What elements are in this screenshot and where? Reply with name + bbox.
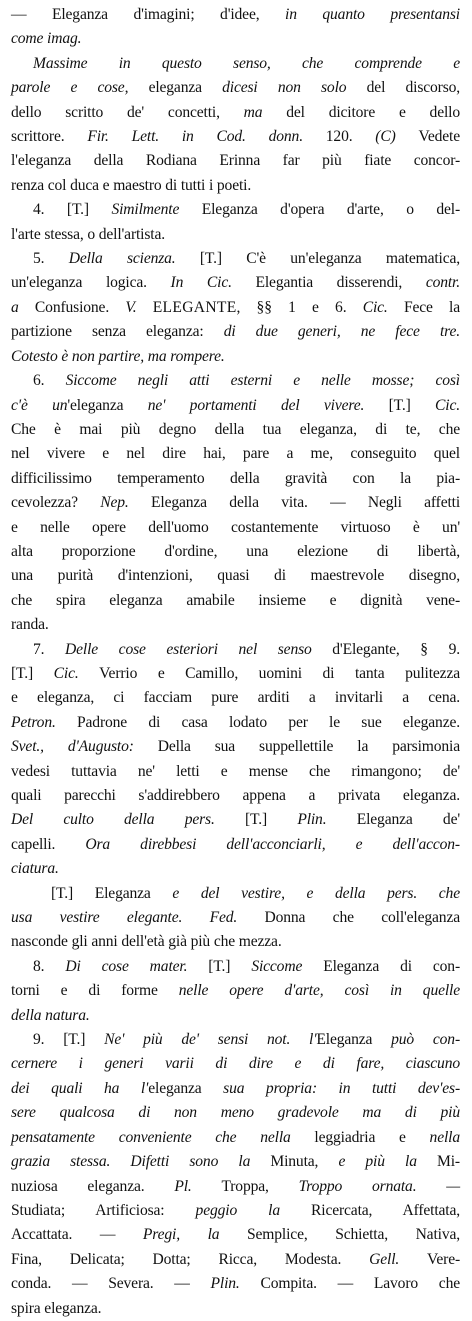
text-segment: a [11, 298, 35, 316]
text-segment: Plin. [210, 1275, 261, 1293]
text-line [11, 1126, 460, 1150]
text-line [11, 1150, 460, 1174]
text-line [11, 516, 460, 540]
text-segment: nel vivere e nel dire hai, pare a me, conseguito quel [11, 445, 460, 463]
text-line [11, 320, 460, 344]
text-segment: nelle opere d'arte, così in quelle [178, 982, 461, 1000]
text-segment: una purità d'intenzioni, quasi di maestrevole disegno, [11, 567, 460, 585]
text-line [11, 1248, 460, 1272]
text-line [11, 857, 460, 881]
text-segment: dei quali ha l' [11, 1079, 149, 1097]
text-line [11, 149, 460, 173]
text-segment: 7. [33, 640, 66, 658]
text-line [11, 808, 460, 832]
text-line [11, 1101, 460, 1125]
text-segment: Donna che coll'eleganza [264, 909, 460, 927]
text-line [11, 711, 460, 735]
text-segment: pensatamente conveniente che nella [11, 1128, 315, 1146]
text-line [11, 613, 460, 637]
text-line [11, 76, 460, 100]
text-segment: [T.] [244, 811, 298, 829]
text-segment: — Eleganza d'imagini; d'idee, [11, 6, 286, 23]
text-segment: 4. [T.] [33, 201, 112, 219]
text-segment: usa vestire elegante. [11, 909, 210, 927]
text-line [11, 27, 460, 51]
text-segment: conda. — Severa. — [11, 1275, 211, 1293]
text-segment: nasconde gli anni dell'età già più che mezza. [11, 933, 282, 951]
text-segment: e nelle opere dell'uomo costantemente virtuoso è un' [11, 518, 460, 536]
text-line [11, 223, 460, 247]
text-line [11, 101, 460, 125]
text-line [11, 1297, 460, 1321]
text-segment: Svet., d'Augusto: [11, 738, 158, 756]
text-segment: Cic. [435, 396, 460, 414]
text-line [11, 394, 460, 418]
text-segment: ELEGANTE [152, 298, 237, 316]
text-segment: Ricercata, Affettata, [311, 1201, 460, 1219]
text-segment: può con- [391, 1031, 460, 1049]
text-segment: [T.] [11, 664, 54, 682]
text-segment: 6. [33, 372, 66, 390]
text-segment: Accattata. — [11, 1226, 143, 1244]
text-segment: di due generi, ne fece tre. [223, 323, 461, 341]
text-segment: Delle cose esteriori nel senso [65, 640, 333, 658]
text-segment: Della scienza. [68, 250, 200, 268]
text-segment: vedesi tuttavia ne' letti e mense che rimangono; de' [11, 762, 460, 780]
text-line [11, 564, 460, 588]
text-segment: e più la [338, 1153, 438, 1171]
text-segment: Semplice, Schietta, Nativa, [247, 1226, 460, 1244]
text-segment: c'è un [11, 396, 68, 414]
text-segment: Che è mai più degno della tua eleganza, di te, che [11, 420, 460, 438]
text-segment: Troppo ornata. — [298, 1177, 460, 1195]
text-line [11, 638, 460, 662]
text-segment: Fir. Lett. in Cod. donn. [87, 128, 326, 146]
text-line [11, 540, 460, 564]
text-segment: (C) [375, 128, 419, 146]
text-segment: scrittore. [11, 128, 88, 146]
text-segment: spira eleganza. [11, 1299, 102, 1317]
text-segment: Mi- [437, 1153, 460, 1171]
text-segment: 120. [325, 128, 376, 146]
text-segment: Fed. [209, 909, 265, 927]
text-segment: un'eleganza logica. [11, 274, 171, 292]
text-segment: leggiadria e [314, 1128, 430, 1146]
text-line [11, 1028, 460, 1052]
text-segment: Nep. [100, 494, 152, 512]
text-line [11, 345, 460, 369]
text-segment: 8. [33, 957, 66, 975]
text-line [11, 979, 460, 1003]
text-segment: Vedete [418, 128, 460, 146]
text-segment: contr. [425, 274, 460, 292]
text-line [11, 247, 460, 271]
text-segment: ma [243, 103, 287, 121]
text-segment: renza col duca e maestro di tutti i poeti. [11, 176, 252, 194]
text-segment: della natura. [11, 1006, 90, 1024]
text-segment: In Cic. [170, 274, 256, 292]
text-segment: quali parecchi s'addirebbero appena a privata eleganza. [11, 787, 460, 804]
text-line [11, 1175, 460, 1199]
text-segment: peggio la [195, 1201, 312, 1219]
text-segment: Ne' più de' sensi not. l' [104, 1031, 317, 1049]
text-segment: 9. [T.] [33, 1031, 105, 1049]
text-segment: eleganza [148, 1079, 224, 1097]
text-segment: Massime in questo senso, che comprende e [33, 54, 460, 72]
text-line [11, 833, 460, 857]
text-line [11, 1223, 460, 1247]
text-segment: Compita. — Lavoro che [260, 1275, 460, 1293]
text-line [11, 1004, 460, 1028]
text-line [11, 930, 460, 954]
text-segment: ne' portamenti del vivere. [147, 396, 389, 414]
text-segment: 5. [33, 250, 69, 268]
text-segment: Siccome negli atti esterni e nelle mosse; così [65, 372, 460, 390]
text-segment: parole e cose, [11, 79, 149, 97]
text-line [11, 491, 460, 515]
text-segment: Di cose mater. [65, 957, 209, 975]
text-segment: Troppa, [221, 1177, 299, 1195]
text-segment: Similmente [111, 201, 202, 219]
text-segment: l'arte stessa, o dell'artista. [11, 225, 165, 243]
text-segment: alta proporzione d'ordine, una elezione di libertà, [11, 542, 460, 560]
text-line [11, 442, 460, 466]
text-line [11, 1272, 460, 1296]
text-line [11, 882, 460, 906]
text-segment: Elegantia disserendi, [255, 274, 426, 292]
text-segment: Siccome [251, 957, 324, 975]
text-segment: sere qualcosa di non meno gradevole ma di più [11, 1104, 460, 1122]
text-line [11, 906, 460, 930]
text-segment: partizione senza eleganza: [11, 323, 224, 341]
text-segment: Plin. [297, 811, 357, 829]
text-segment: Cic. [53, 664, 100, 682]
entry-text [11, 3, 460, 1321]
text-line [11, 784, 460, 808]
text-segment: come imag. [11, 30, 82, 48]
text-segment: [T.] [388, 396, 436, 414]
text-segment: [T.] C'è un'eleganza matematica, [199, 250, 460, 268]
text-segment: grazia stessa. Difetti sono la [11, 1153, 271, 1171]
text-line [11, 1199, 460, 1223]
text-line [11, 1052, 460, 1076]
text-segment: che spira eleganza amabile insieme e dignità vene- [11, 591, 460, 609]
text-segment: del discorso, [366, 79, 461, 97]
text-segment: torni e di forme [11, 982, 179, 1000]
text-segment: Gell. [369, 1250, 427, 1268]
text-segment: dello scritto de' concetti, [11, 103, 244, 121]
text-segment: , §§ 1 e 6. [236, 298, 363, 316]
text-line [11, 1077, 460, 1101]
text-segment: Padrone di casa lodato per le sue eleganze. [77, 713, 460, 731]
text-segment: Minuta, [270, 1153, 339, 1171]
text-segment: randa. [11, 616, 49, 634]
text-segment: Cic. [362, 298, 404, 316]
text-segment: V. [125, 298, 153, 316]
text-segment: Eleganza [316, 1031, 392, 1049]
text-segment: difficilissimo temperamento della gravità con la pia- [11, 469, 460, 487]
text-segment: Della sua suppellettile la parsimonia [157, 738, 460, 756]
text-segment: Pl. [174, 1177, 222, 1195]
text-line [11, 686, 460, 710]
text-line [11, 955, 460, 979]
text-segment: Eleganza della vita. — Negli affetti [151, 494, 461, 512]
text-segment: Petron. [11, 713, 77, 731]
text-segment: nuziosa eleganza. [11, 1177, 175, 1195]
text-segment: eleganza [148, 79, 223, 97]
text-line [11, 369, 460, 393]
text-segment: Verrio e Camillo, uomini di tanta pulitezza [99, 664, 460, 682]
text-line [11, 52, 460, 76]
text-segment: cernere i generi varii di dire e di fare, ciascuno [11, 1055, 460, 1073]
text-line [11, 271, 460, 295]
text-line [11, 174, 460, 198]
text-segment: Eleganza de' [356, 811, 460, 829]
text-segment: Cotesto è non partire, ma rompere. [11, 347, 225, 365]
text-segment: capelli. [11, 835, 86, 853]
text-segment: Eleganza di con- [323, 957, 460, 975]
text-segment: Pregi, la [142, 1226, 248, 1244]
text-segment: d'Elegante, § 9. [332, 640, 460, 658]
text-segment: Confusione. [34, 298, 126, 316]
text-line [11, 589, 460, 613]
text-segment: sua propria: in tutti dev'es- [223, 1079, 460, 1097]
text-line [11, 125, 460, 149]
text-segment: dicesi non solo [222, 79, 367, 97]
text-segment: Eleganza d'opera d'arte, o del- [201, 201, 460, 219]
text-segment: Fina, Delicata; Dotta; Ricca, Modesta. [11, 1250, 370, 1268]
text-segment: ciatura. [11, 860, 59, 878]
text-line [11, 467, 460, 491]
text-segment: nella [429, 1128, 460, 1146]
text-segment: [T.] [208, 957, 252, 975]
text-segment: in quanto presentansi [285, 6, 460, 23]
text-segment: Del culto della pers. [11, 811, 245, 829]
text-segment: Vere- [427, 1250, 461, 1268]
text-line [11, 198, 460, 222]
text-line [11, 3, 460, 27]
text-segment: [T.] Eleganza [51, 884, 173, 902]
text-segment: del dicitore e dello [286, 103, 460, 121]
text-segment: Fece la [403, 298, 460, 316]
text-segment: Ora direbbesi dell'acconciarli, e dell'accon- [85, 835, 460, 853]
text-line [11, 760, 460, 784]
text-line [11, 418, 460, 442]
text-line [11, 296, 460, 320]
text-segment: e del vestire, e della pers. che [172, 884, 460, 902]
text-line [11, 735, 460, 759]
text-segment: l'eleganza della Rodiana Erinna far più fiate concor- [11, 152, 460, 170]
text-segment: e eleganza, ci facciam pure arditi a invitarli a cena. [11, 689, 460, 707]
text-segment: 'eleganza [67, 396, 148, 414]
text-segment: cevolezza? [11, 494, 101, 512]
text-segment: Studiata; Artificiosa: [11, 1201, 196, 1219]
text-line [11, 662, 460, 686]
